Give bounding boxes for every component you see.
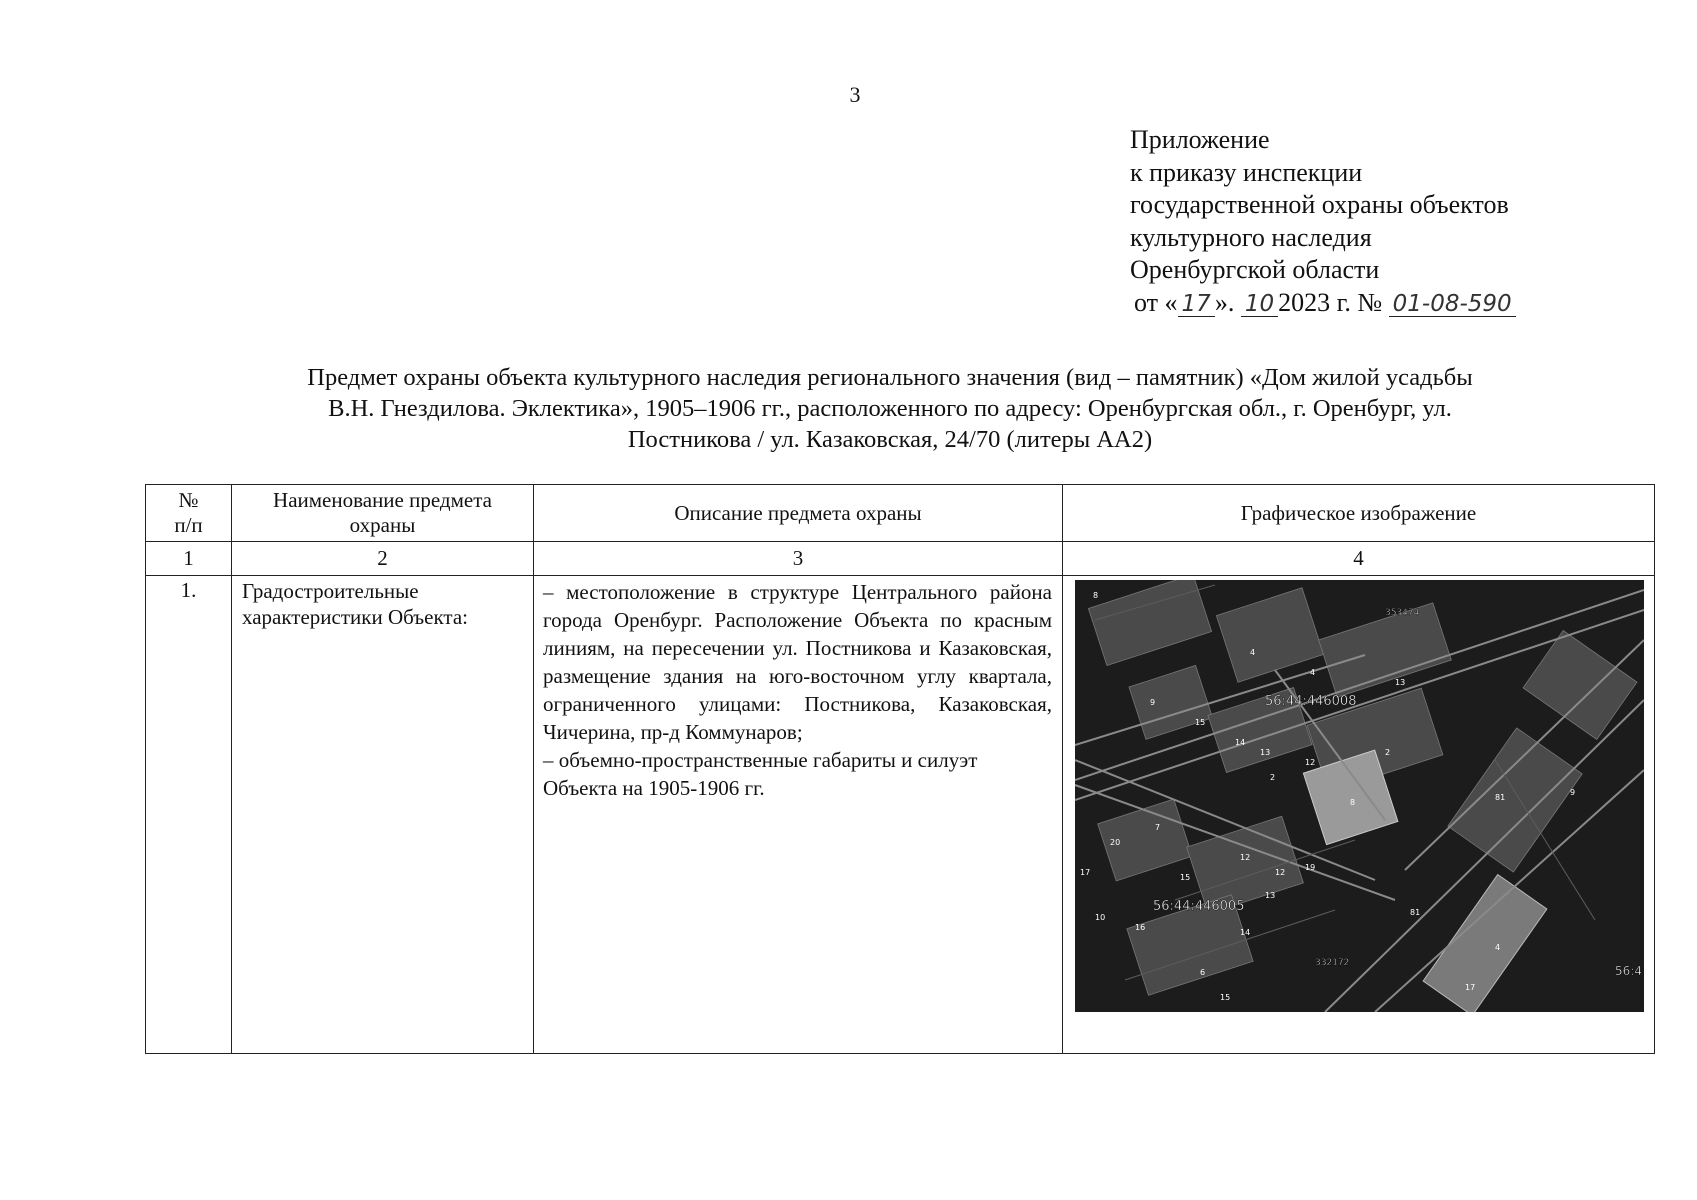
description-paragraph: – объемно-пространственные габариты и силуэт Объекта на 1905-1906 гг.: [543, 748, 978, 800]
house-label: 10: [1095, 913, 1106, 922]
house-label: 14: [1235, 738, 1246, 747]
handwritten-order-number: 01-08-590: [1389, 292, 1516, 317]
house-label: 8: [1093, 591, 1099, 600]
house-label: 7: [1155, 823, 1161, 832]
row-name: Градостроительные характеристики Объекта:: [232, 576, 534, 1054]
cadastral-label: 56:4: [1615, 964, 1642, 978]
header-number-line: №: [178, 488, 199, 512]
protection-subject-table: [145, 484, 1655, 1054]
appendix-line: Оренбургской области: [1130, 255, 1380, 284]
row-description: [534, 576, 1063, 1054]
date-prefix: от «: [1134, 287, 1178, 317]
handwritten-day: 17: [1178, 292, 1215, 317]
house-label: 4: [1310, 668, 1316, 677]
house-label: 2: [1385, 748, 1391, 757]
header-number-line: п/п: [174, 513, 203, 537]
house-label: 13: [1260, 748, 1271, 757]
table-row: [146, 576, 1655, 1054]
house-label: 15: [1220, 993, 1231, 1002]
house-label: 17: [1080, 868, 1091, 877]
row-graphic: [1063, 576, 1655, 1054]
cadastral-label: 353474: [1385, 608, 1420, 618]
header-name: Наименование предмета охраны: [232, 485, 534, 542]
house-label: 9: [1570, 788, 1576, 797]
house-label: 81: [1410, 908, 1421, 917]
appendix-line: культурного наследия: [1130, 222, 1372, 252]
document-title: [200, 362, 1580, 455]
row-number: 1.: [146, 576, 232, 1054]
title-line: Постникова / ул. Казаковская, 24/70 (литеры АА2): [627, 426, 1153, 453]
header-number: [146, 485, 232, 542]
appendix-line: к приказу инспекции: [1130, 157, 1363, 187]
header-description: Описание предмета охраны: [534, 485, 1063, 542]
header-image: Графическое изображение: [1063, 485, 1655, 542]
house-label: 13: [1395, 678, 1406, 687]
cadastral-label: 56:44:446005: [1153, 899, 1245, 914]
year-suffix: 2023 г. №: [1278, 287, 1383, 317]
page-number: 3: [849, 82, 861, 107]
house-label: 19: [1305, 863, 1316, 872]
house-label: 16: [1135, 923, 1146, 932]
house-label: 17: [1465, 983, 1476, 992]
column-number: 1: [146, 542, 232, 576]
description-paragraph: – местоположение в структуре Центрального района города Оренбург. Расположение Объекта по красным линиям, на пересечении ул. Постникова и Казаковская, размещение здания на юго-восточном углу квартала, ограниченного улицами: Постникова, Казаковская, Чичерина, пр-д Коммунаров;: [543, 580, 1052, 744]
house-label: 13: [1265, 891, 1276, 900]
aerial-cadastral-map: [1075, 580, 1644, 1012]
house-label: 12: [1240, 853, 1251, 862]
column-number: 2: [232, 542, 534, 576]
house-label: 12: [1275, 868, 1286, 877]
house-label: 20: [1110, 838, 1121, 847]
column-number-row: [146, 542, 1655, 576]
house-label: 8: [1350, 798, 1356, 807]
order-date-line: [1134, 287, 1516, 320]
house-label: 15: [1195, 718, 1206, 727]
column-number: 4: [1063, 542, 1655, 576]
title-line: В.Н. Гнездилова. Эклектика», 1905–1906 гг., расположенного по адресу: Оренбургская обл., г. Оренбург, ул.: [328, 395, 1452, 422]
house-label: 12: [1305, 758, 1316, 767]
handwritten-month: 10: [1241, 292, 1278, 317]
appendix-line: государственной охраны объектов: [1130, 190, 1509, 219]
house-label: 81: [1495, 793, 1506, 802]
table-header-row: [146, 485, 1655, 542]
house-label: 2: [1270, 773, 1276, 782]
house-label: 6: [1200, 968, 1206, 977]
house-label: 9: [1150, 698, 1156, 707]
house-label: 15: [1180, 873, 1191, 882]
column-number: 3: [534, 542, 1063, 576]
house-label: 14: [1240, 928, 1251, 937]
title-line: Предмет охраны объекта культурного наследия регионального значения (вид – памятник) «Дом жилой усадьбы: [307, 364, 1473, 391]
cadastral-label: 56:44:446008: [1265, 694, 1357, 709]
appendix-line: Приложение: [1130, 125, 1270, 154]
appendix-block: [1130, 124, 1516, 319]
cadastral-label: 332172: [1315, 958, 1350, 968]
house-label: 4: [1250, 648, 1256, 657]
house-label: 4: [1495, 943, 1501, 952]
date-mid: ».: [1214, 287, 1235, 317]
map-frame: [1063, 576, 1654, 1012]
